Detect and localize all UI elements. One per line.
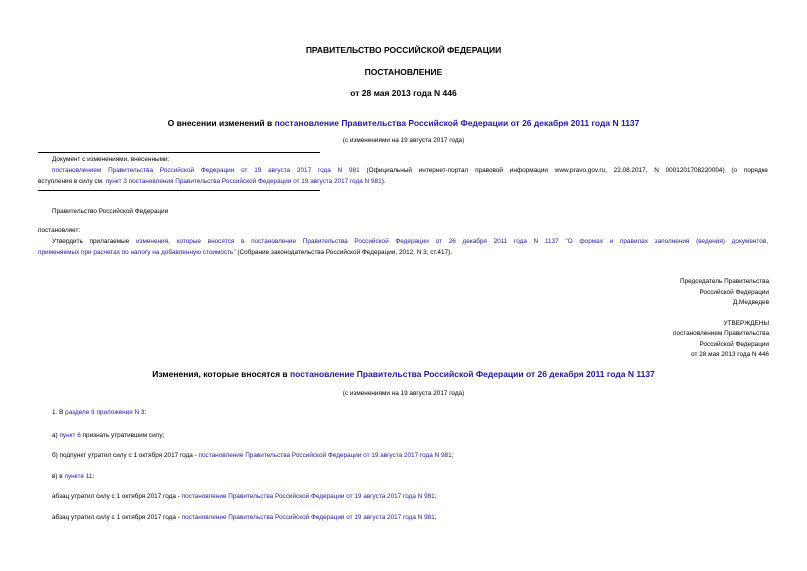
item-paragraph-2	[52, 514, 437, 521]
item-b-link[interactable]: постановление Правительства Российской Федерации от 19 августа 2017 года N 981	[198, 452, 452, 459]
item-a-link[interactable]: пункт 6	[59, 432, 81, 439]
item-a	[52, 432, 164, 439]
amend-entry-link[interactable]: пункт 3 постановления Правительства Российской Федерации от 19 августа 2017 года N 981	[105, 178, 382, 185]
paragraph-2-text: абзац утратил силу с 1 октября 2017 года -	[52, 514, 182, 521]
approved-line4: от 28 мая 2013 года N 446	[691, 351, 769, 358]
item-a-label: а)	[52, 432, 60, 439]
item-1-link-annex[interactable]: приложения N 3	[96, 409, 145, 416]
changes-title-link[interactable]: постановление Правительства Российской Федерации от 26 декабря 2011 года N 1137	[289, 369, 655, 379]
paragraph-1-text: абзац утратил силу с 1 октября 2017 года -	[52, 493, 182, 500]
subject-prefix: О внесении изменений в	[167, 118, 275, 128]
approve-link-cont[interactable]: применяемых при расчетах по налогу на добавленную стоимость"	[38, 249, 236, 256]
divider-top	[38, 152, 320, 153]
approve-link[interactable]: изменения, которые вносятся в постановление Правительства Российской Федерации от 26 декабря 2011 года N 1137 "О формах и правилах заполнения (ведения) документов,	[135, 238, 768, 245]
changes-edition-note: (с изменениями на 19 августа 2017 года)	[342, 390, 465, 397]
signature-line1: Председатель Правительства	[680, 278, 769, 285]
approve-text: Утвердить прилагаемые	[52, 238, 136, 245]
resolves: постановляет:	[38, 227, 81, 234]
doc-subject	[0, 118, 807, 128]
item-v-end: :	[92, 473, 95, 480]
item-1	[52, 409, 146, 416]
approve-line1	[52, 238, 768, 245]
subject-link[interactable]: постановление Правительства Российской Федерации от 26 декабря 2011 года N 1137	[274, 118, 640, 128]
item-paragraph-1	[52, 493, 437, 500]
divider-bottom	[38, 190, 320, 191]
approved-line3: Российской Федерации	[699, 341, 769, 348]
signature-name: Д.Медведев	[732, 299, 769, 306]
signature-line2: Российской Федерации	[699, 289, 769, 296]
approved-line2: постановлением Правительства	[673, 330, 769, 337]
item-1-link-section[interactable]: разделе II	[65, 409, 95, 416]
paragraph-1-link[interactable]: постановление Правительства Российской Федерации от 19 августа 2017 года N 981	[181, 493, 435, 500]
paragraph-2-link[interactable]: постановление Правительства Российской Федерации от 19 августа 2017 года N 981	[181, 514, 435, 521]
paragraph-2-end: ;	[434, 514, 437, 521]
amend-source: (Официальный интернет-портал правовой информации www.pravo.gov.ru, 22.08.2017, N 0001201708220004) (о порядке	[359, 167, 768, 174]
item-v-text: в) в	[52, 473, 65, 480]
approve-line2	[38, 249, 452, 256]
amend-info-line1: Документ с изменениями, внесенными:	[52, 156, 170, 163]
amend-entry-end: ).	[381, 178, 386, 185]
amend-info-line2	[52, 167, 768, 174]
item-v-link[interactable]: пункте 11	[64, 473, 93, 480]
amend-entry-text: вступления в силу см.	[38, 178, 106, 185]
edition-note: (с изменениями на 19 августа 2017 года)	[342, 137, 465, 144]
item-b-text: б) подпункт утратил силу с 1 октября 2017 года -	[52, 452, 199, 459]
item-b	[52, 452, 453, 459]
doc-date-number: от 28 мая 2013 года N 446	[350, 88, 457, 98]
item-b-end: ;	[451, 452, 454, 459]
changes-title	[0, 369, 807, 379]
item-1-colon: :	[144, 409, 147, 416]
org-title: ПРАВИТЕЛЬСТВО РОССИЙСКОЙ ФЕДЕРАЦИИ	[305, 45, 502, 55]
doc-type: ПОСТАНОВЛЕНИЕ	[364, 67, 443, 77]
preamble: Правительство Российской Федерации	[52, 208, 169, 215]
item-v	[52, 473, 94, 480]
approved-line1: УТВЕРЖДЕНЫ	[723, 320, 769, 327]
paragraph-1-end: ;	[434, 493, 437, 500]
amend-link[interactable]: постановлением Правительства Российской Федерации от 19 августа 2017 года N 981	[52, 167, 360, 174]
approve-source: (Собрание законодательства Российской Федерации, 2012, N 3, ст.417).	[235, 249, 452, 256]
amend-info-line3	[38, 178, 386, 185]
changes-title-prefix: Изменения, которые вносятся в	[152, 369, 290, 379]
item-1-text: 1. В	[52, 409, 66, 416]
item-a-text: признать утратившим силу;	[80, 432, 165, 439]
